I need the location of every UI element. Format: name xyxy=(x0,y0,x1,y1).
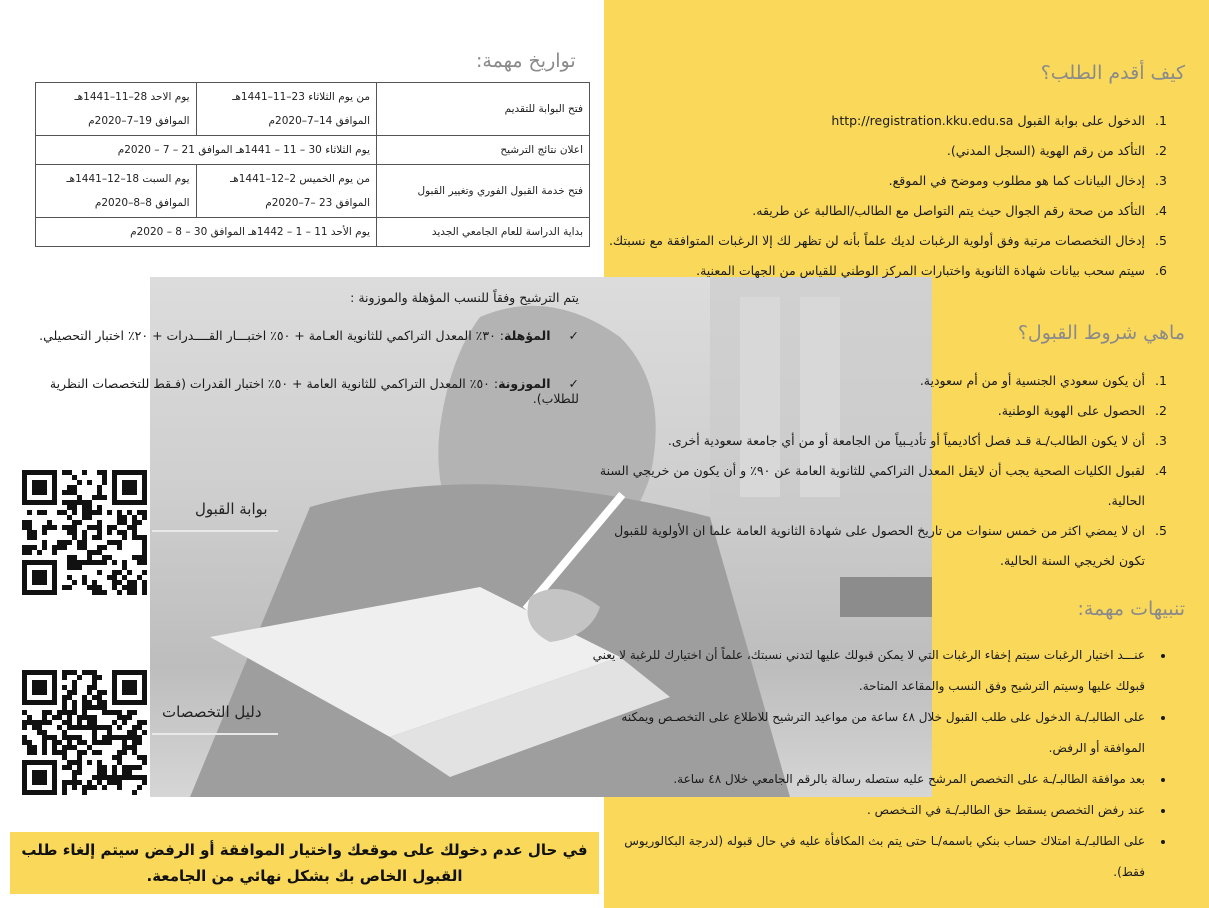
nomination-weighted xyxy=(19,376,579,406)
admission-portal-qr-code[interactable] xyxy=(22,470,147,595)
event-cell: اعلان نتائج الترشيح xyxy=(377,136,590,165)
condition-item: 2. الحصول على الهوية الوطنية. xyxy=(591,396,1151,426)
qualified-text: : ٣٠٪ المعدل التراكمي للثانوية العـامة + ٥٠٪ اختبـــار القــــدرات + ٢٠٪ اختبار التحصيلي. xyxy=(39,328,504,343)
how-to-apply-steps xyxy=(591,106,1179,286)
date-cell: يوم الثلاثاء 30 – 11 – 1441هـ الموافق 21 – 7 – 2020م xyxy=(36,136,377,165)
important-dates-table xyxy=(35,82,590,247)
table-row xyxy=(36,136,590,165)
qualified-label: المؤهلة xyxy=(503,328,551,343)
from-cell: من يوم الثلاثاء 23–11–1441هـ الموافق 14–7–2020م xyxy=(196,83,376,136)
how-to-apply-heading: كيف أقدم الطلب؟ xyxy=(1040,62,1185,84)
notices-list xyxy=(591,640,1179,888)
notice-item: • بعد موافقة الطالبـ/ـة على التخصص المرشح عليه ستصله رسالة بالرقم الجامعي خلال ٤٨ ساعة. xyxy=(591,764,1151,795)
condition-item: 1. أن يكون سعودي الجنسية أو من أم سعودية. xyxy=(591,366,1151,396)
conditions-list xyxy=(591,366,1179,576)
important-dates-heading: تواريخ مهمة: xyxy=(476,50,576,72)
event-cell: فتح البوابة للتقديم xyxy=(377,83,590,136)
step-item: 2. التأكد من رقم الهوية (السجل المدني). xyxy=(591,136,1151,166)
date-cell: يوم الأحد 11 – 1 – 1442هـ الموافق 30 – 8 – 2020م xyxy=(36,218,377,247)
condition-item: 3. أن لا يكون الطالب/ـة قـد فصل أكاديمياً أو تأديـبياً من الجامعة أو من أي جامعة سعودية أخرى. xyxy=(591,426,1151,456)
condition-item: 4. لقبول الكليات الصحية يجب أن لايقل المعدل التراكمي للثانوية العامة عن ٩٠٪ و أن يكون من خريجي السنة الحالية. xyxy=(591,456,1151,516)
step-item: 5. إدخال التخصصات مرتبة وفق أولوية الرغبات لديك علماً بأنه لن تظهر لك إلا الرغبات المتوافقة مع نسبتك. xyxy=(591,226,1151,256)
table-row xyxy=(36,83,590,136)
notices-heading: تنبيهات مهمة: xyxy=(1077,598,1185,620)
to-cell: يوم السبت 18–12–1441هـ الموافق 8–8–2020م xyxy=(36,165,197,218)
check-icon: ✓ xyxy=(568,328,579,343)
warning-banner: في حال عدم دخولك على موقعك واختيار الموافقة أو الرفض سيتم إلغاء طلب القبول الخاص بك بشكل نهائي من الجامعة. xyxy=(10,832,599,894)
notice-item: • عنـــد اختيار الرغبات سيتم إخفاء الرغبات التي لا يمكن قبولك عليها لتدني نسبتك، علماً أن اختيارك للرغبة لا يعني قبولك عليها وسيتم الترشيح وفق النسب والمقاعد المتاحة. xyxy=(591,640,1151,702)
condition-item: 5. ان لا يمضي اكثر من خمس سنوات من تاريخ الحصول على شهادة الثانوية العامة علما ان الأولوية للقبول تكون لخريجي السنة الحالية. xyxy=(591,516,1151,576)
divider xyxy=(152,530,278,532)
weighted-label: الموزونة xyxy=(498,376,551,391)
divider xyxy=(152,733,278,735)
majors-guide-qr-code[interactable] xyxy=(22,670,147,795)
nomination-intro: يتم الترشيح وفقاً للنسب المؤهلة والموزونة : xyxy=(350,290,579,305)
conditions-heading: ماهي شروط القبول؟ xyxy=(1017,322,1185,344)
from-cell: من يوم الخميس 2–12–1441هـ الموافق 23 –7–2020م xyxy=(196,165,376,218)
notice-item: • على الطالبـ/ـة امتلاك حساب بنكي باسمه/ـا حتى يتم بث المكافأة عليه في حال قبوله (لدرجة البكالوريوس فقط). xyxy=(591,826,1151,888)
weighted-text: : ٥٠٪ المعدل التراكمي للثانوية العامة + ٥٠٪ اختبار القدرات (فـقط للتخصصات النظرية للطلاب). xyxy=(49,376,579,406)
nomination-qualified xyxy=(19,328,579,343)
table-row xyxy=(36,165,590,218)
check-icon: ✓ xyxy=(568,376,579,391)
to-cell: يوم الاحد 28–11–1441هـ الموافق 19–7–2020م xyxy=(36,83,197,136)
event-cell: بداية الدراسة للعام الجامعي الجديد xyxy=(377,218,590,247)
notice-item: • عند رفض التخصص يسقط حق الطالبـ/ـة في التـخصص . xyxy=(591,795,1151,826)
table-row xyxy=(36,218,590,247)
admission-portal-label: بوابة القبول xyxy=(195,500,268,518)
step-item: 1. الدخول على بوابة القبول http://registration.kku.edu.sa xyxy=(591,106,1151,136)
event-cell: فتح خدمة القبول الفوري وتغيير القبول xyxy=(377,165,590,218)
majors-guide-label: دليل التخصصات xyxy=(162,703,262,721)
step-item: 4. التأكد من صحة رقم الجوال حيث يتم التواصل مع الطالب/الطالبة عن طريقه. xyxy=(591,196,1151,226)
step-item: 6. سيتم سحب بيانات شهادة الثانوية واختبارات المركز الوطني للقياس من الجهات المعنية. xyxy=(591,256,1151,286)
notice-item: • على الطالبـ/ـة الدخول على طلب القبول خلال ٤٨ ساعة من مواعيد الترشيح للاطلاع على التخصـص ويمكنه الموافقة أو الرفض. xyxy=(591,702,1151,764)
step-item: 3. إدخال البيانات كما هو مطلوب وموضح في الموقع. xyxy=(591,166,1151,196)
